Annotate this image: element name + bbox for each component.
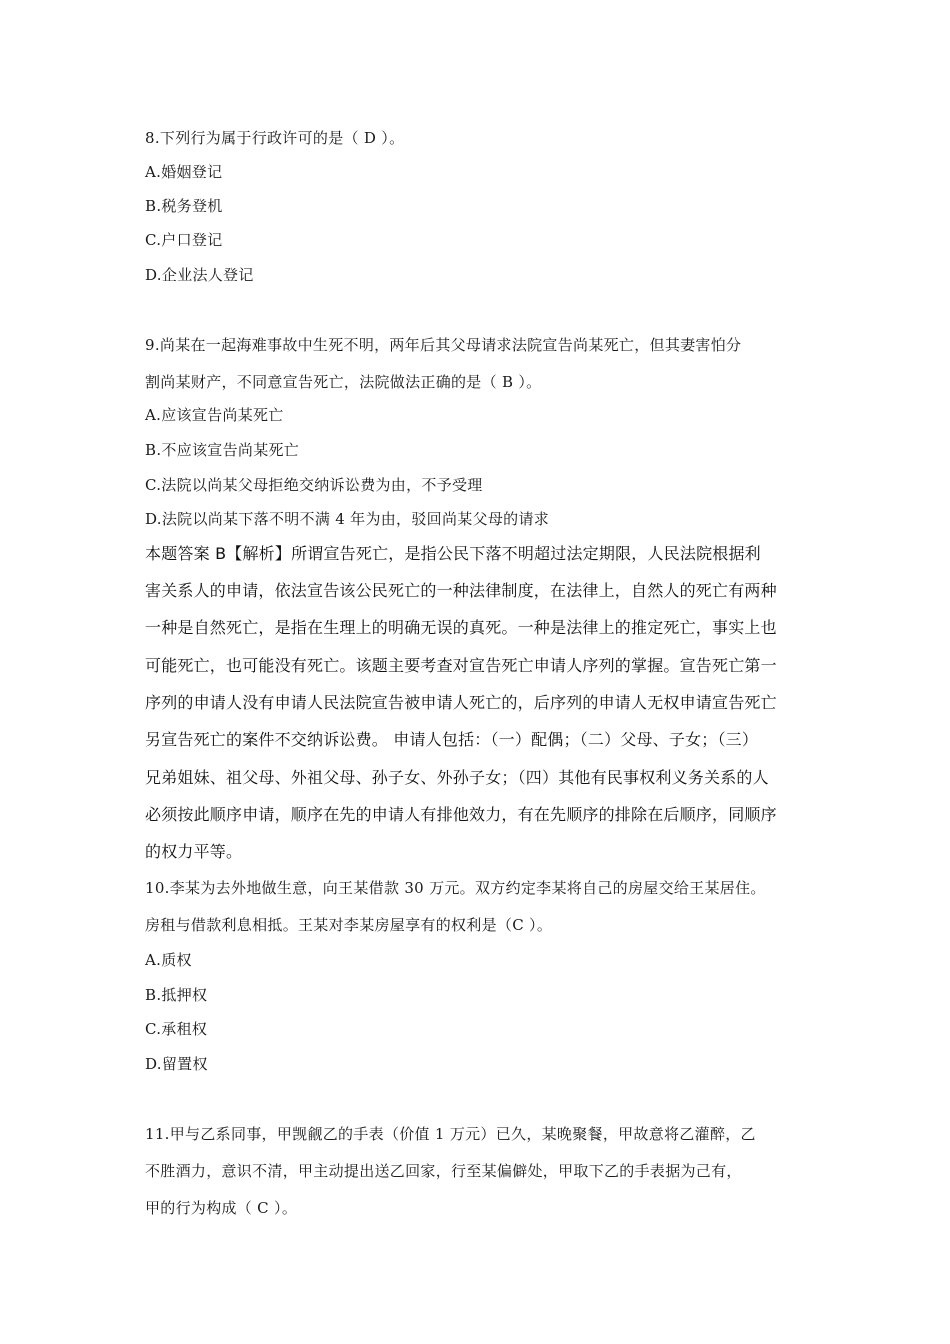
question-9-option-a: A.应该宣告尚某死亡 [145, 406, 284, 424]
question-10-option-a: A.质权 [145, 951, 192, 969]
question-9-line-2: 割尚某财产，不同意宣告死亡，法院做法正确的是（ B ）。 [145, 373, 542, 391]
question-8-option-c: C.户口登记 [145, 231, 223, 249]
question-11-line-2: 不胜酒力，意识不清，甲主动提出送乙回家，行至某偏僻处，甲取下乙的手表据为己有， [145, 1162, 742, 1180]
question-8-option-d: D.企业法人登记 [145, 266, 254, 284]
question-9-line-1: 9.尚某在一起海难事故中生死不明，两年后其父母请求法院宣告尚某死亡，但其妻害怕分 [145, 336, 742, 354]
question-9-option-d: D.法院以尚某下落不明不满 4 年为由，驳回尚某父母的请求 [145, 510, 550, 528]
question-10-line-1: 10.李某为去外地做生意，向王某借款 30 万元。双方约定李某将自己的房屋交给王某居住。 [145, 879, 766, 897]
explanation-line-7: 兄弟姐妹、祖父母、外祖父母、孙子女、外孙子女；（四）其他有民事权利义务关系的人 [145, 768, 769, 787]
explanation-line-9: 的权力平等。 [145, 842, 243, 861]
question-8: 8.下列行为属于行政许可的是（ D ）。 [145, 129, 405, 147]
question-11-line-3: 甲的行为构成（ C ）。 [145, 1199, 298, 1217]
question-8-option-b: B.税务登机 [145, 197, 223, 215]
question-9-option-c: C.法院以尚某父母拒绝交纳诉讼费为由，不予受理 [145, 476, 483, 494]
question-10-option-c: C.承租权 [145, 1020, 208, 1038]
explanation-line-2: 害关系人的申请，依法宣告该公民死亡的一种法律制度，在法律上，自然人的死亡有两种 [145, 581, 777, 600]
explanation-line-1: 本题答案 B【解析】所谓宣告死亡，是指公民下落不明超过法定期限，人民法院根据利 [145, 544, 761, 563]
question-8-option-a: A.婚姻登记 [145, 163, 223, 181]
explanation-line-8: 必须按此顺序申请，顺序在先的申请人有排他效力，有在先顺序的排除在后顺序，同顺序 [145, 805, 777, 824]
question-10-line-2: 房租与借款利息相抵。王某对李某房屋享有的权利是（C ）。 [145, 916, 553, 934]
explanation-line-6: 另宣告死亡的案件不交纳诉讼费。 申请人包括：（一）配偶；（二）父母、子女；（三） [145, 730, 759, 749]
question-10-option-b: B.抵押权 [145, 986, 208, 1004]
question-10-option-d: D.留置权 [145, 1055, 208, 1073]
explanation-line-5: 序列的申请人没有申请人民法院宣告被申请人死亡的，后序列的申请人无权申请宣告死亡 [145, 693, 777, 712]
explanation-line-4: 可能死亡，也可能没有死亡。该题主要考查对宣告死亡申请人序列的掌握。宣告死亡第一 [145, 656, 777, 675]
question-11-line-1: 11.甲与乙系同事，甲觊觎乙的手表（价值 1 万元）已久，某晚聚餐，甲故意将乙灌醉，乙 [145, 1125, 756, 1143]
explanation-line-3: 一种是自然死亡，是指在生理上的明确无误的真死。一种是法律上的推定死亡，事实上也 [145, 618, 777, 637]
question-9-option-b: B.不应该宣告尚某死亡 [145, 441, 300, 459]
